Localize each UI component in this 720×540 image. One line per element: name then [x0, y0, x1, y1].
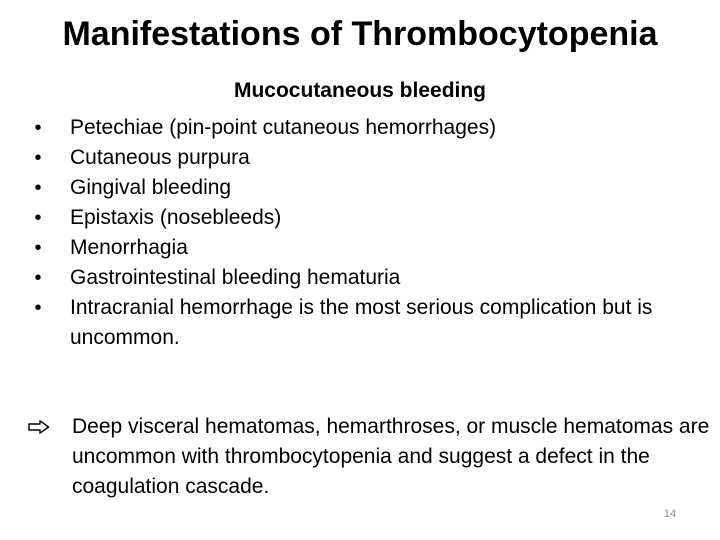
bullet-icon: • [34, 297, 42, 319]
bullet-icon: • [34, 117, 42, 139]
bullet-icon: • [34, 267, 42, 289]
outline-right-arrow-icon [28, 420, 50, 434]
list-item-text: Gingival bleeding [70, 176, 232, 199]
bullet-icon: • [34, 147, 42, 169]
arrow-list-item [28, 412, 720, 502]
section-subheading: Mucocutaneous bleeding [233, 79, 487, 102]
list-item [26, 233, 696, 263]
bullet-list [26, 113, 696, 353]
list-item-text: Cutaneous purpura [70, 146, 250, 169]
list-item-text: Petechiae (pin-point cutaneous hemorrhages) [70, 116, 497, 139]
list-item [26, 113, 696, 143]
list-item-text: Intracranial hemorrhage is the most serious complication but is uncommon. [70, 296, 653, 349]
list-item-text: Menorrhagia [70, 236, 188, 259]
list-item [26, 263, 696, 293]
bullet-icon: • [34, 207, 42, 229]
list-item [26, 203, 696, 233]
bullet-icon: • [34, 177, 42, 199]
list-item [26, 293, 696, 353]
arrow-item-text: Deep visceral hematomas, hemarthroses, or muscle hematomas are uncommon with thrombocytopenia and suggest a defect in the coagulation cascade. [72, 415, 710, 498]
list-item [26, 143, 696, 173]
list-item [26, 173, 696, 203]
list-item-text: Epistaxis (nosebleeds) [70, 206, 282, 229]
bullet-icon: • [34, 237, 42, 259]
list-item-text: Gastrointestinal bleeding hematuria [70, 266, 401, 289]
slide-title: Manifestations of Thrombocytopenia [62, 15, 658, 53]
slide-number: 14 [663, 508, 677, 520]
